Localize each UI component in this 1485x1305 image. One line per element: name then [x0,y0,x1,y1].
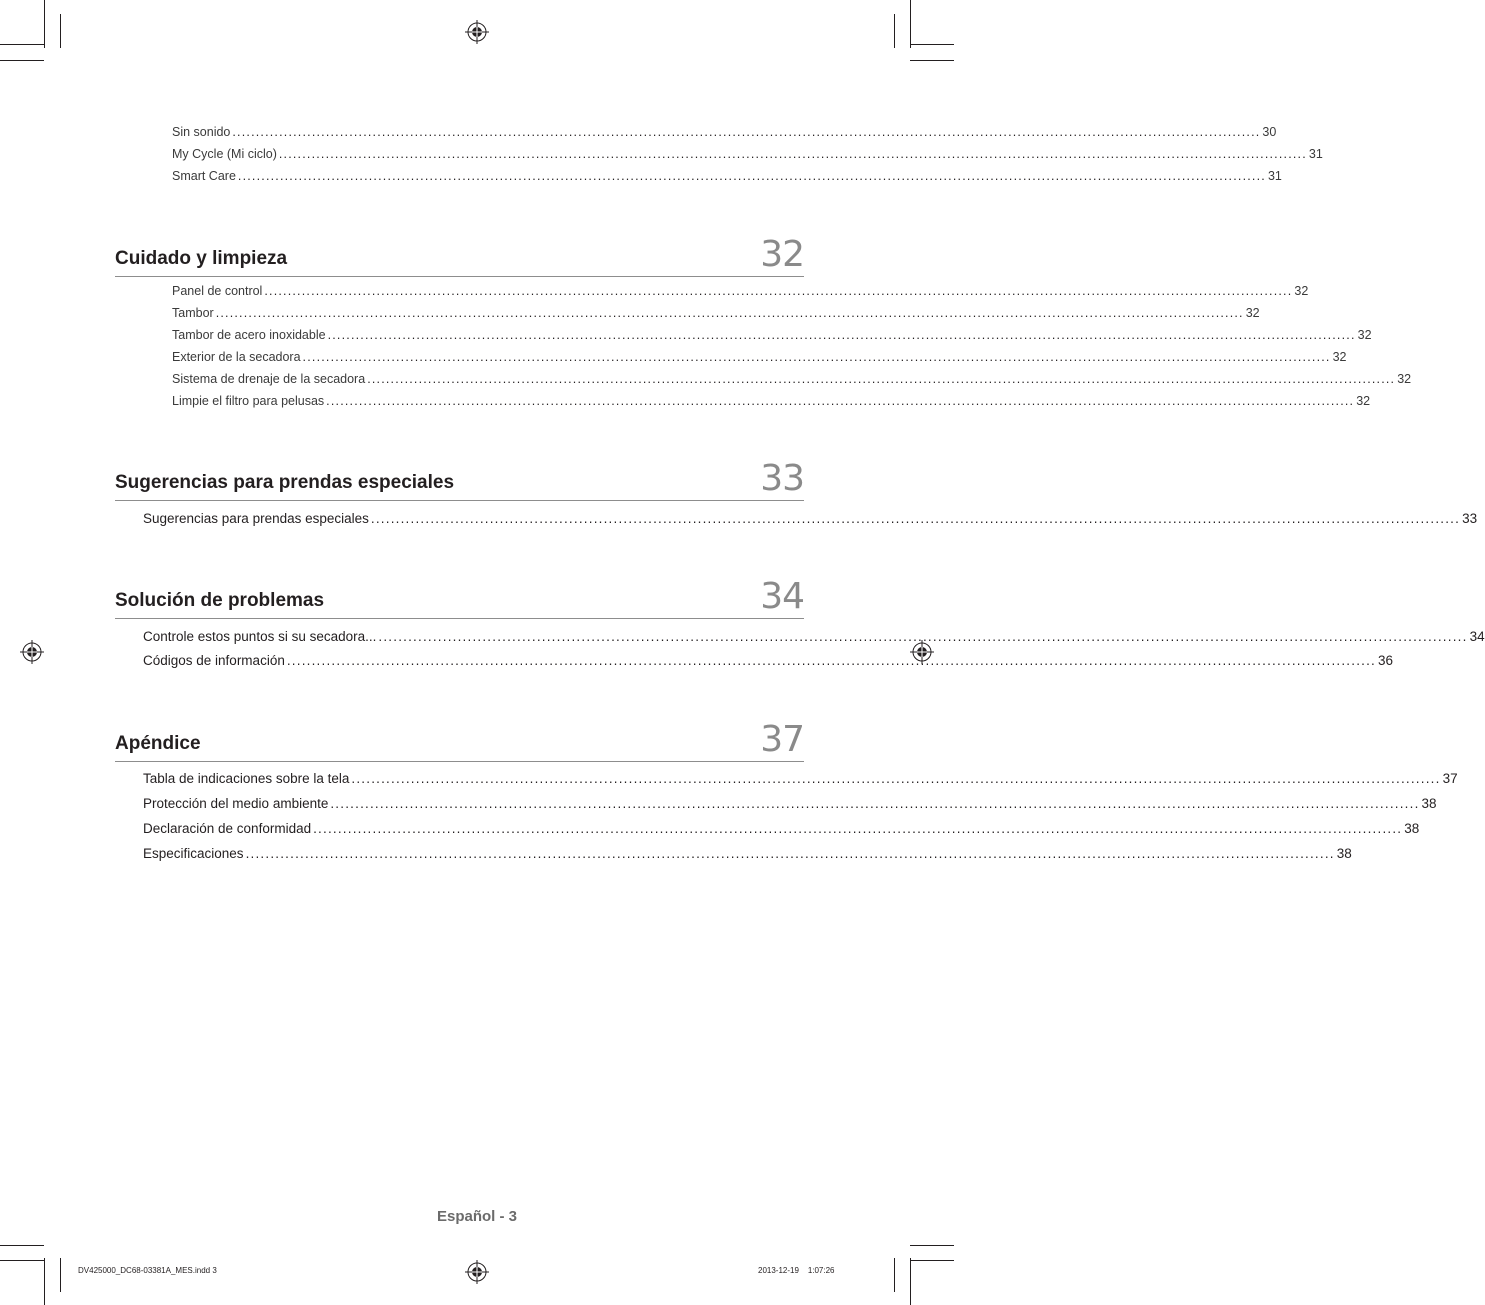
toc-entry-label: Declaración de conformidad [143,821,312,836]
toc-entry-label: Sugerencias para prendas especiales [143,511,369,526]
toc-entry[interactable] [143,629,1485,649]
toc-entry-page: 38 [1336,846,1352,861]
toc-entry-page: 30 [1262,125,1277,139]
crop-mark-bottom-left-h [0,1245,44,1246]
dot-leader: ............................................................................................................................................................................................................................ [327,328,1356,342]
toc-entry[interactable] [172,328,1372,346]
crop-mark-bottom-right-v [910,1258,911,1305]
toc-entry-label: Códigos de información [143,653,285,668]
crop-mark-bottom-right-h [910,1245,954,1246]
toc-entry[interactable] [172,372,1412,390]
toc-entry[interactable] [143,846,1352,866]
dot-leader: ............................................................................................................................................................................................................................ [237,169,1266,183]
dot-leader: ............................................................................................................................................................................................................................ [232,125,1261,139]
dot-leader: ............................................................................................................................................................................................................................ [286,653,1377,668]
dot-leader: ............................................................................................................................................................................................................................ [215,306,1244,320]
toc-entry-page: 38 [1404,821,1420,836]
print-slug-file: DV425000_DC68-03381A_MES.indd 3 [78,1266,217,1275]
toc-entry-page: 33 [1462,511,1478,526]
toc-entry[interactable] [143,771,1458,791]
dot-leader: ............................................................................................................................................................................................................................ [370,511,1461,526]
toc-entry-label: Sistema de drenaje de la secadora [172,372,366,386]
crop-mark-top-left-h [0,44,44,45]
toc-entry-label: Panel de control [172,284,263,298]
section-number: 37 [760,719,804,760]
print-slug-date: 2013-12-19 1:07:26 [758,1266,835,1275]
crop-mark-top-left-v2 [60,14,61,48]
crop-mark-top-left-v [44,0,45,48]
section-title[interactable]: Cuidado y limpieza [115,248,288,269]
crop-mark-bottom-left-v [44,1258,45,1305]
dot-leader: ............................................................................................................................................................................................................................ [302,350,1331,364]
toc-entry-page: 36 [1378,653,1394,668]
section-number: 32 [760,234,804,275]
toc-entry-label: Controle estos puntos si su secadora... [143,629,377,644]
toc-entry-page: 31 [1308,147,1323,161]
crop-mark-bottom-right-v2 [894,1258,895,1292]
section-divider [115,500,804,501]
section-number: 33 [760,458,804,499]
toc-entry[interactable] [172,125,1277,143]
toc-entry[interactable] [143,796,1437,816]
toc-entry-page: 34 [1469,629,1485,644]
toc-entry[interactable] [172,284,1309,302]
toc-entry-label: Exterior de la secadora [172,350,301,364]
toc-entry-page: 31 [1267,169,1282,183]
dot-leader: ............................................................................................................................................................................................................................ [351,771,1441,786]
dot-leader: ............................................................................................................................................................................................................................ [330,796,1420,811]
dot-leader: ............................................................................................................................................................................................................................ [264,284,1293,298]
registration-mark-left-icon [20,640,44,664]
toc-entry[interactable] [172,350,1347,368]
dot-leader: ............................................................................................................................................................................................................................ [367,372,1396,386]
toc-entry-label: Sin sonido [172,125,231,139]
toc-entry-page: 32 [1332,350,1347,364]
toc-entry-page: 32 [1397,372,1412,386]
toc-entry[interactable] [172,306,1260,324]
section-title[interactable]: Solución de problemas [115,590,325,611]
toc-entry-label: My Cycle (Mi ciclo) [172,147,277,161]
toc-entry-label: Tambor de acero inoxidable [172,328,326,342]
dot-leader: ............................................................................................................................................................................................................................ [313,821,1403,836]
toc-entry[interactable] [172,147,1323,165]
toc-entry-page: 32 [1357,328,1372,342]
toc-entry[interactable] [172,394,1371,412]
dot-leader: ............................................................................................................................................................................................................................ [245,846,1335,861]
toc-entry-page: 32 [1294,284,1309,298]
crop-mark-top-right-v [910,0,911,48]
dot-leader: ............................................................................................................................................................................................................................ [278,147,1307,161]
crop-mark-top-right-h [910,44,954,45]
toc-entry-label: Especificaciones [143,846,244,861]
toc-entry-page: 37 [1442,771,1458,786]
page-number: Español - 3 [436,1208,518,1225]
section-number: 34 [760,576,804,617]
crop-mark-bottom-left-h2 [0,1260,44,1261]
toc-entry-page: 32 [1356,394,1371,408]
toc-entry[interactable] [143,653,1394,673]
toc-entry-label: Smart Care [172,169,236,183]
toc-entry-page: 38 [1421,796,1437,811]
crop-mark-bottom-left-v2 [60,1258,61,1292]
dot-leader: ............................................................................................................................................................................................................................ [326,394,1355,408]
crop-mark-top-right-h2 [910,60,954,61]
crop-mark-top-left-h2 [0,60,44,61]
toc-entry[interactable] [143,511,1478,531]
toc-entry-label: Tabla de indicaciones sobre la tela [143,771,350,786]
registration-mark-top-icon [465,20,489,44]
section-divider [115,761,804,762]
toc-entry[interactable] [172,169,1282,187]
crop-mark-top-right-v2 [894,14,895,48]
section-divider [115,618,804,619]
toc-entry-label: Limpie el filtro para pelusas [172,394,325,408]
dot-leader: ............................................................................................................................................................................................................................ [378,629,1468,644]
section-divider [115,276,804,277]
toc-entry[interactable] [143,821,1420,841]
toc-entry-page: 32 [1245,306,1260,320]
toc-entry-label: Tambor [172,306,214,320]
section-title[interactable]: Apéndice [115,733,201,754]
crop-mark-bottom-right-h2 [910,1260,954,1261]
toc-entry-label: Protección del medio ambiente [143,796,329,811]
registration-mark-bottom-icon [465,1260,489,1284]
section-title[interactable]: Sugerencias para prendas especiales [115,472,455,493]
